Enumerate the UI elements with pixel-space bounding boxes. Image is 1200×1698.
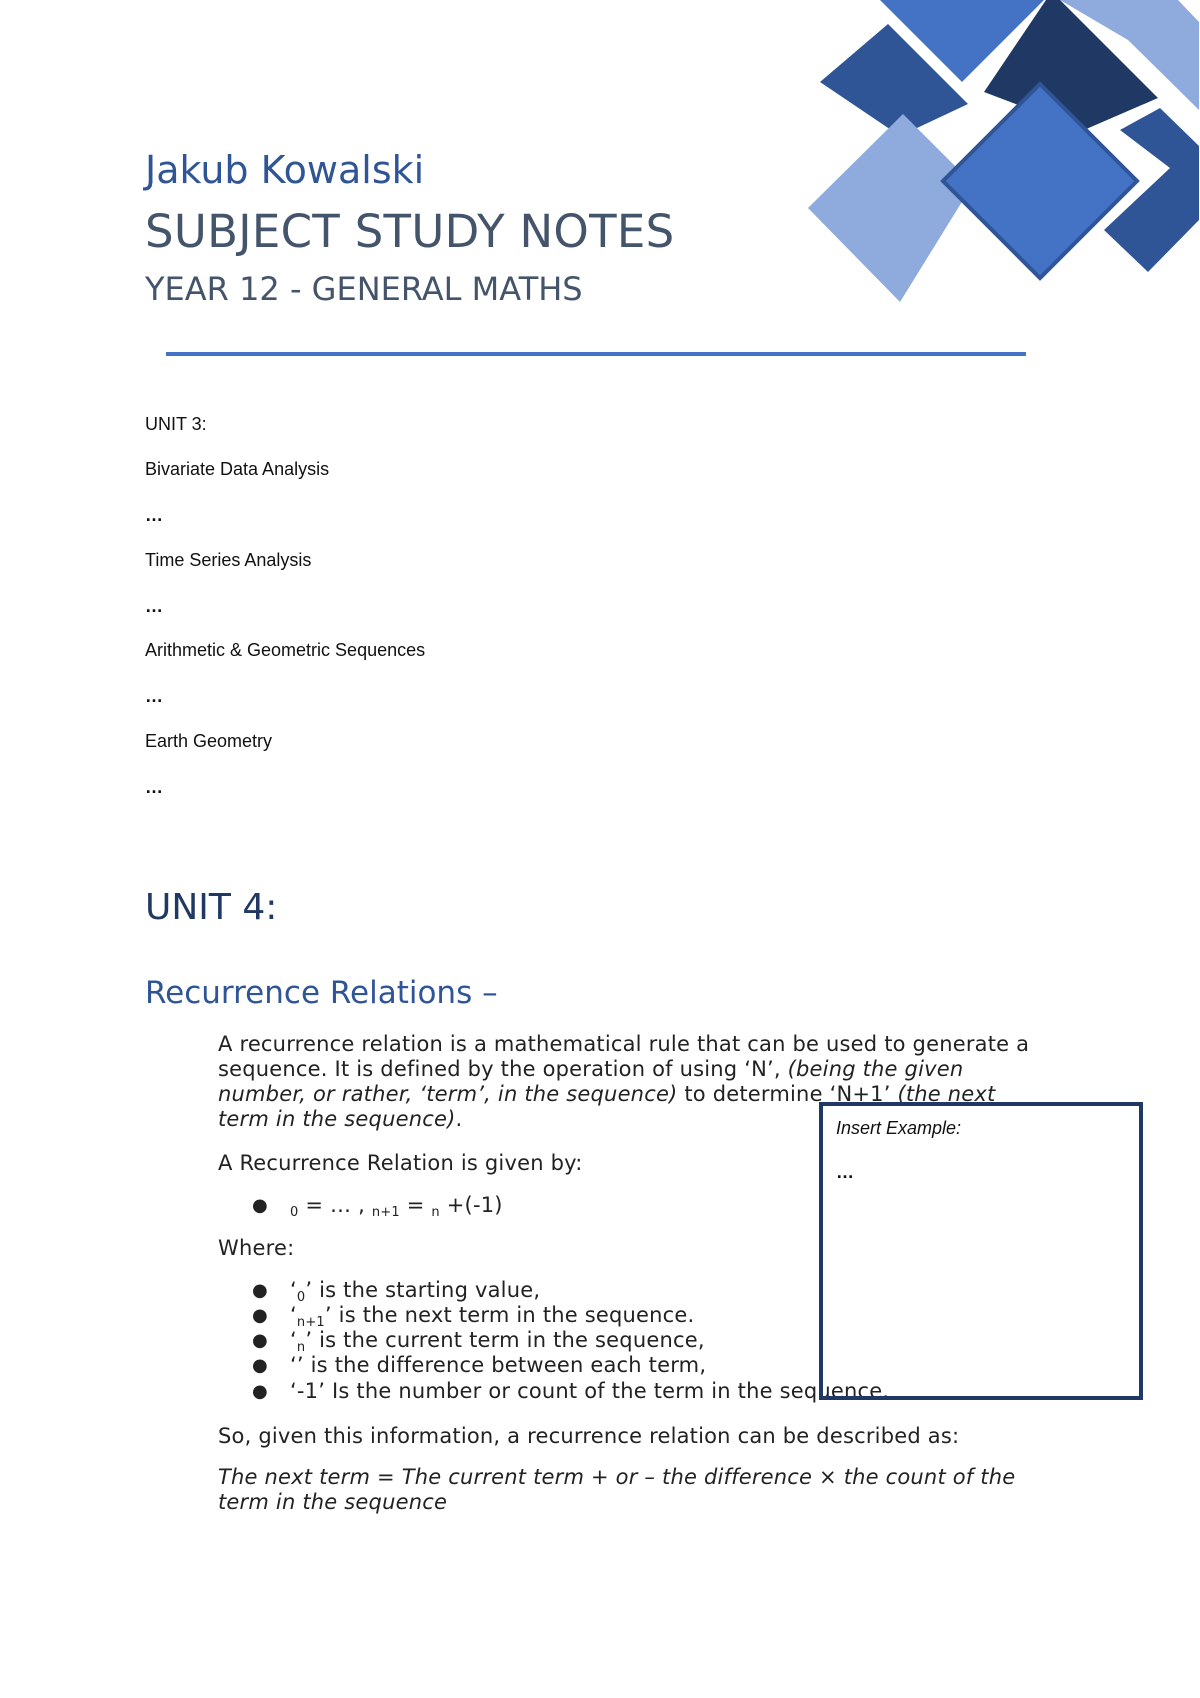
bullet-icon: ●	[252, 1280, 268, 1301]
where-label: Where:	[218, 1236, 295, 1260]
intro-paragraph: A recurrence relation is a mathematical rule that can be used to generate a sequence. It is defined by the operation of using ‘N’, (being the given number, or rather, ‘term’, in the sequence) to determine ‘N+1’ (the next term in the sequence).	[218, 1032, 1030, 1131]
author-name: Jakub Kowalski	[145, 148, 425, 192]
unit3-heading: UNIT 3:	[145, 414, 207, 434]
document-subtitle: YEAR 12 - GENERAL MATHS	[145, 270, 583, 308]
summary-text: The next term = The current term + or – the difference × the count of the term in the sequence	[218, 1465, 1016, 1514]
unit3-topic: Bivariate Data Analysis	[145, 459, 330, 479]
diamond-shape	[808, 114, 973, 302]
recurrence-formula: $_0$ = … , $_{n+1}$ = $_n$ +(-1)	[290, 1193, 503, 1220]
bullet-icon: ●	[252, 1381, 268, 1402]
insert-example-box[interactable]	[819, 1102, 1143, 1400]
example-box-title: Insert Example:	[836, 1118, 962, 1138]
unit3-topic-note: …	[145, 505, 163, 525]
unit3-topic: Time Series Analysis	[145, 550, 312, 570]
document-title: SUBJECT STUDY NOTES	[145, 205, 675, 258]
unit4-heading: UNIT 4:	[145, 887, 278, 928]
unit3-topic: Arithmetic & Geometric Sequences	[145, 640, 426, 660]
header-divider	[166, 352, 1026, 356]
example-box-content: …	[836, 1162, 854, 1182]
unit3-topic: Earth Geometry	[145, 731, 273, 751]
unit3-topic-note: …	[145, 596, 163, 616]
unit3-topic-note: …	[145, 686, 163, 706]
bullet-icon: ●	[252, 1355, 268, 1376]
unit3-topic-note: …	[145, 777, 163, 797]
bullet-icon: ●	[252, 1330, 268, 1351]
given-by-text: A Recurrence Relation is given by:	[218, 1151, 583, 1175]
conclusion-text: So, given this information, a recurrence relation can be described as:	[218, 1424, 960, 1448]
recurrence-relations-heading: Recurrence Relations –	[145, 975, 498, 1011]
bullet-icon: ●	[252, 1305, 268, 1326]
bullet-icon: ●	[252, 1195, 268, 1216]
